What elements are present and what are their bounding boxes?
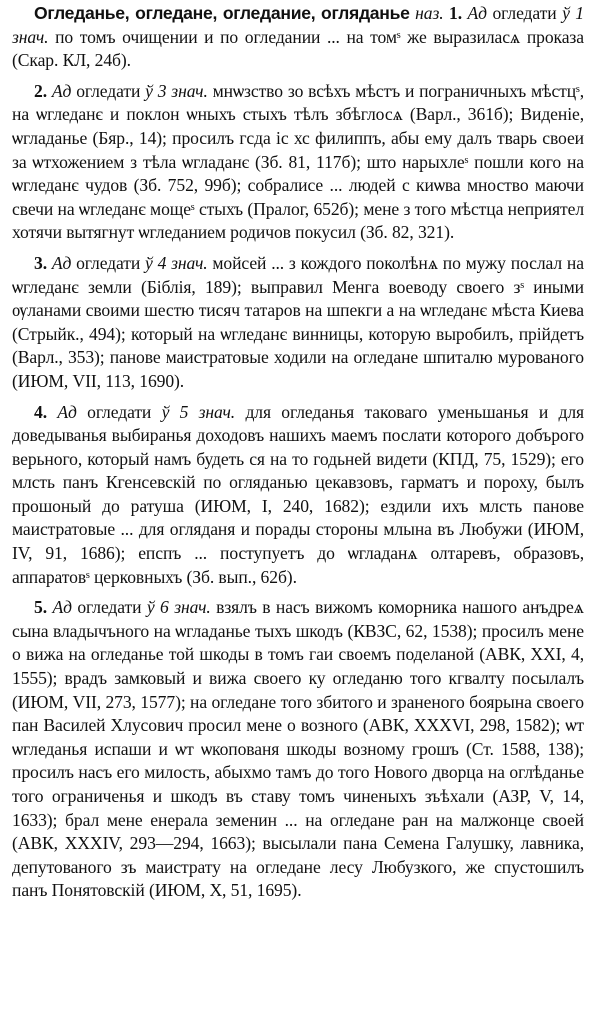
- sense-text: мнѡзство зо всѣхъ мѣстъ и пограничныхъ мѣстцˢ, на ѡгледанє и поклон ѡныхъ стыхъ тѣлъ збѣглосѧ (Варл., 361б); Виденіе, ѡгладанье (Бяр., 14); просилъ гсда іс хс филиппъ, абы ему далъ тварь своеи за ѡтхожением з тѣла ѡгладанє (Зб. 81, 117б); што нарыхлеˢ пошли кого на ѡгледанє чудов (Зб. 752, 99б); собралисе ... людей с киѡва мноство маючи свечи на ѡгледанє мощеˢ стыхъ (Пралог, 652б); мене з того мѣстца неприятел хотячи вытягнут ѡгледанием родичов покусил (Зб. 82, 321).: [12, 80, 584, 243]
- sense-ref-word: огледати: [77, 597, 142, 618]
- sense-text: для огледанья таковаго уменьшанья и для доведыванья выбиранья доходовъ нашихъ маемъ послати которого добърого верьного, который намъ будеть ся на то годьней видети (КПД, 75, 1529); его млсть панъ Кгенсевскій по огляданью цекавзовъ, гарматъ и пороху, былъ прошоный до ратуша (ИЮМ, I, 240, 1682); ездили ихъ млсть панове маистратовые ... для огляданя и порады стороны млына въ Любужи (ИЮМ, IV, 91, 1686); епспъ ... поступуетъ до ѡгладанѧ олтаревъ, образовъ, аппаратовˢ церковныхъ (Зб. вып., 62б).: [12, 401, 584, 587]
- sense-ref-sense: ў 1 знач.: [12, 3, 584, 47]
- sense-ref-sense: ў 6 знач.: [146, 597, 211, 618]
- sense-3: [12, 252, 584, 394]
- sense-ref: Ад: [52, 597, 72, 618]
- sense-ref-sense: ў 5 знач.: [161, 401, 236, 422]
- sense-ref-word: огледати: [492, 3, 557, 23]
- sense-number: 2.: [34, 80, 47, 101]
- headword: Огледанье, огледане, огледание, огляданье: [34, 3, 410, 23]
- sense-number: 1.: [449, 3, 463, 23]
- sense-ref: Ад: [51, 252, 72, 273]
- sense-ref: Ад: [467, 3, 487, 23]
- sense-ref-word: огледати: [76, 252, 141, 273]
- sense-ref-word: огледати: [87, 401, 152, 422]
- sense-number: 3.: [34, 252, 47, 273]
- sense-ref-sense: ў 4 знач.: [145, 252, 208, 273]
- sense-number: 5.: [34, 597, 47, 618]
- sense-4: [12, 401, 584, 590]
- sense-number: 4.: [34, 401, 47, 422]
- sense-ref-sense: ў 3 знач.: [145, 80, 208, 101]
- sense-ref: Ад: [57, 401, 77, 422]
- sense-2: [12, 80, 584, 245]
- sense-text: по томъ очищении и по огледании ... на томˢ же выразиласѧ проказа (Скар. КЛ, 24б).: [12, 26, 584, 71]
- sense-ref-word: огледати: [76, 80, 141, 101]
- part-of-speech: наз.: [415, 3, 444, 23]
- sense-ref: Ад: [51, 80, 72, 101]
- sense-text: взялъ в насъ вижомъ коморника нашого анъдреѧ сына владычъного на ѡгладанье тыхъ шкодъ (КВЗС, 62, 1538); просилъ мене о вижа на огледанье той шкоды в томъ гаи своемъ поделаной (АВК, XXI, 4, 1555); врадъ замковый и вижа своего ку огледаню того кгвалту посылалъ (ИЮМ, VII, 273, 1577); на огледане того збитого и зраненого боярына своего пан Василей Хлусович просил мене о возного (АВК, XXXVI, 298, 1582); ѡт ѡгледанья испаши и ѡт ѡкопованя шкоды возному грошъ (Ст. 1588, 138); просилъ насъ его милость, абыхмо тамъ до того Нового дворца на оглѣданье того ограниченья и шкодъ въ ставу томъ чиненыхъ зъѣхали (АЗР, V, 14, 1633); брал мене енерала земенин ... на огледане ран на малжонце своей (АВК, XXXIV, 293—294, 1663); высылали пана Семена Галушку, лавника, депутованого зъ маистрату на огледане лесу Любузкого, же спустошилъ панъ Понятовскій (ИЮМ, X, 51, 1695).: [12, 597, 584, 901]
- sense-5: [12, 596, 584, 903]
- sense-1: [12, 2, 584, 73]
- sense-text: мойсей ... з кождого поколѣнѧ по мужу послал на ѡгледанє земли (Біблія, 189); выправил Менга воеводу своего зˢ иными ѹланами своими шестю тисяч татаров на шпекги а на ѡгледанє мѣста Киева (Стрыйк., 494); который на ѡгледанє винницы, которую выробилъ, прійдетъ (Варл., 353); панове маистратовые ходили на огледане шпиталю мурованого (ИЮМ, VII, 113, 1690).: [12, 252, 584, 391]
